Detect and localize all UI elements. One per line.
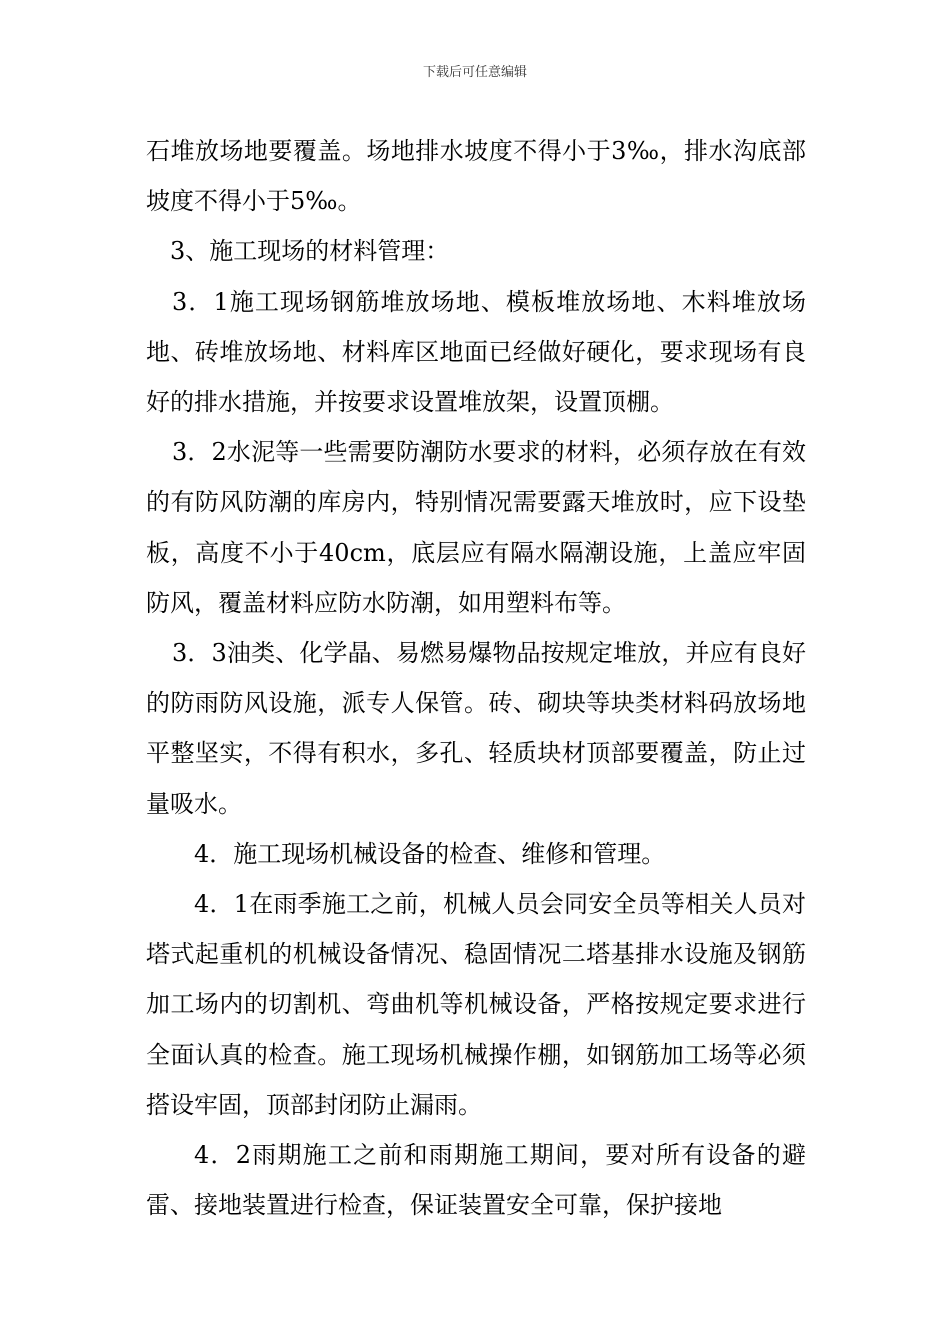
paragraph-3-3: 3．3油类、化学晶、易燃易爆物品按规定堆放，并应有良好的防雨防风设施，派专人保管。砖、砌块等块类材料码放场地平整坚实，不得有积水，多孔、轻质块材顶部要覆盖，防止过量吸水。 [146,639,806,818]
paragraph-4-2: 4．2雨期施工之前和雨期施工期间，要对所有设备的避雷、接地装置进行检查，保证装置安全可靠，保护接地 [146,1141,806,1220]
section-heading-machinery: 4．施工现场机械设备的检查、维修和管理。 [194,839,666,868]
paragraph-continuation: 石堆放场地要覆盖。场地排水坡度不得小于3‰，排水沟底部坡度不得小于5‰。 [146,137,806,216]
paragraph-3-1: 3．1施工现场钢筋堆放场地、模板堆放场地、木料堆放场地、砖堆放场地、材料库区地面已经做好硬化，要求现场有良好的排水措施，并按要求设置堆放架，设置顶棚。 [146,287,806,417]
paragraph-4-1: 4．1在雨季施工之前，机械人员会同安全员等相关人员对塔式起重机的机械设备情况、稳固情况二塔基排水设施及钢筋加工场内的切割机、弯曲机等机械设备，严格按规定要求进行全面认真的检查。施工现场机械操作棚，如钢筋加工场等必须搭设牢固，顶部封闭防止漏雨。 [146,890,806,1119]
document-body [146,126,806,1230]
paragraph-3-2: 3．2水泥等一些需要防潮防水要求的材料，必须存放在有效的有防风防潮的库房内，特别情况需要露天堆放时，应下设垫板，高度不小于40cm，底层应有隔水隔潮设施，上盖应牢固防风，覆盖材料应防水防潮，如用塑料布等。 [146,438,806,617]
section-heading-materials: 3、施工现场的材料管理： [170,237,450,266]
page-header: 下载后可任意编辑 [422,65,527,80]
